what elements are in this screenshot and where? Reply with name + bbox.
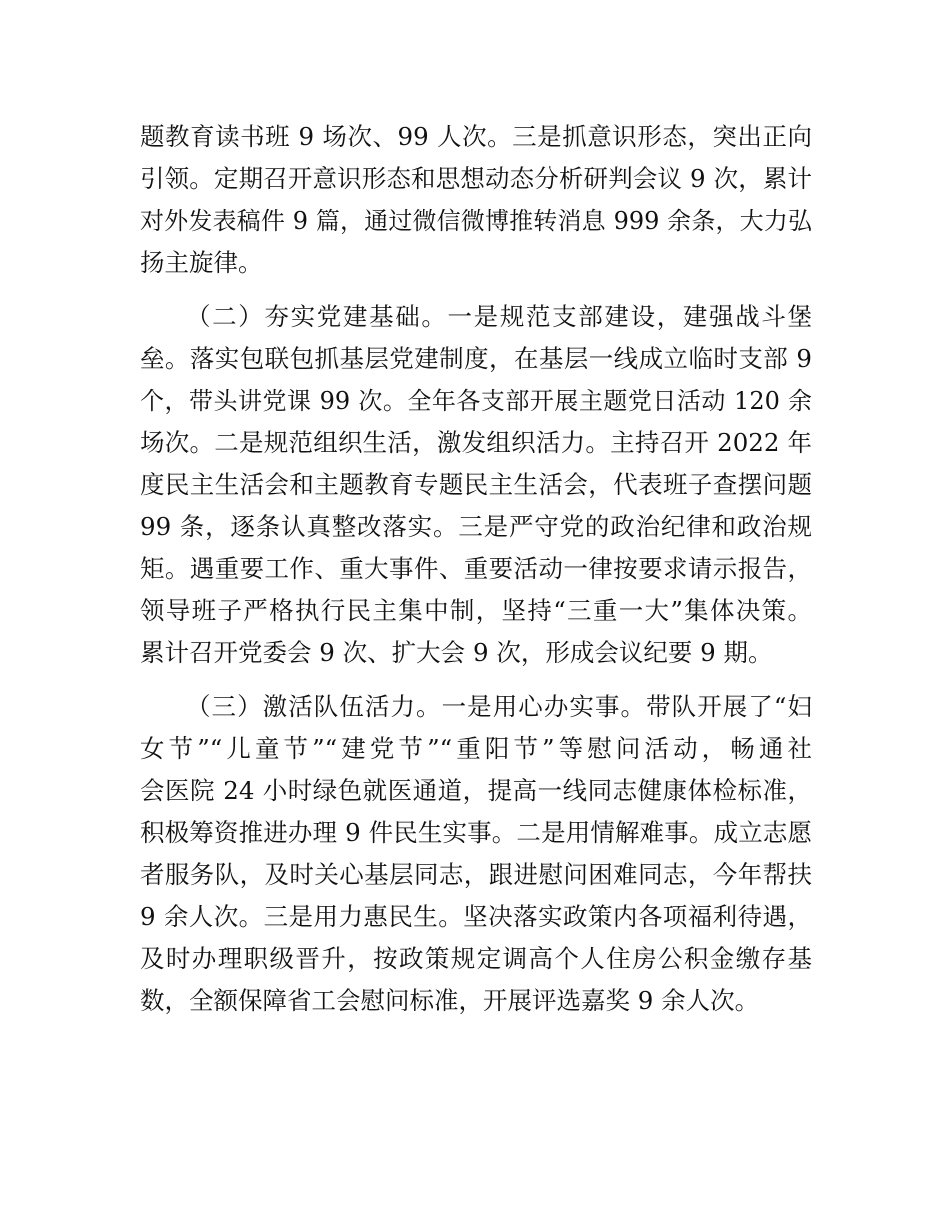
paragraph-spacer [140, 284, 812, 296]
text-line: 积极筹资推进办理 9 件民生实事。二是用情解难事。成立志愿 [140, 818, 812, 847]
text-line: 会医院 24 小时绿色就医通道，提高一线同志健康体检标准， [140, 776, 812, 805]
text-line: 对外发表稿件 9 篇，通过微信微博推转消息 999 余条，大力弘 [140, 207, 812, 235]
text-line: 99 条，逐条认真整改落实。三是严守党的政治纪律和政治规 [140, 512, 812, 541]
paragraph-2 [140, 296, 812, 674]
text-line: 领导班子严格执行民主集中制，坚持“三重一大”集体决策。 [140, 596, 812, 625]
text-line: 数，全额保障省工会慰问标准，开展评选嘉奖 9 余人次。 [140, 986, 760, 1015]
text-line: 及时办理职级晋升，按政策规定调高个人住房公积金缴存基 [140, 944, 812, 973]
text-line: 题教育读书班 9 场次、99 人次。三是抓意识形态，突出正向 [140, 122, 812, 151]
text-line: （二）夯实党建基础。一是规范支部建设，建强战斗堡 [186, 302, 812, 331]
text-line: 矩。遇重要工作、重大事件、重要活动一律按要求请示报告， [140, 554, 812, 583]
text-line: 累计召开党委会 9 次、扩大会 9 次，形成会议纪要 9 期。 [140, 638, 773, 667]
text-line: 场次。二是规范组织生活，激发组织活力。主持召开 2022 年 [140, 428, 812, 457]
paragraph-3 [140, 686, 812, 1022]
text-line: 9 余人次。三是用力惠民生。坚决落实政策内各项福利待遇， [140, 902, 812, 931]
text-line: 女节”“儿童节”“建党节”“重阳节”等慰问活动，畅通社 [140, 734, 812, 763]
text-line: （三）激活队伍活力。一是用心办实事。带队开展了“妇 [186, 692, 812, 721]
document-body [140, 116, 812, 1022]
text-line: 个，带头讲党课 99 次。全年各支部开展主题党日活动 120 余 [140, 387, 812, 415]
paragraph-spacer [140, 674, 812, 686]
text-line: 引领。定期召开意识形态和思想动态分析研判会议 9 次，累计 [140, 164, 812, 193]
paragraph-1 [140, 116, 812, 284]
text-line: 者服务队，及时关心基层同志，跟进慰问困难同志，今年帮扶 [140, 860, 812, 889]
text-line: 扬主旋律。 [140, 248, 263, 277]
text-line: 垒。落实包联包抓基层党建制度，在基层一线成立临时支部 9 [140, 344, 812, 373]
text-line: 度民主生活会和主题教育专题民主生活会，代表班子查摆问题 [140, 470, 812, 499]
